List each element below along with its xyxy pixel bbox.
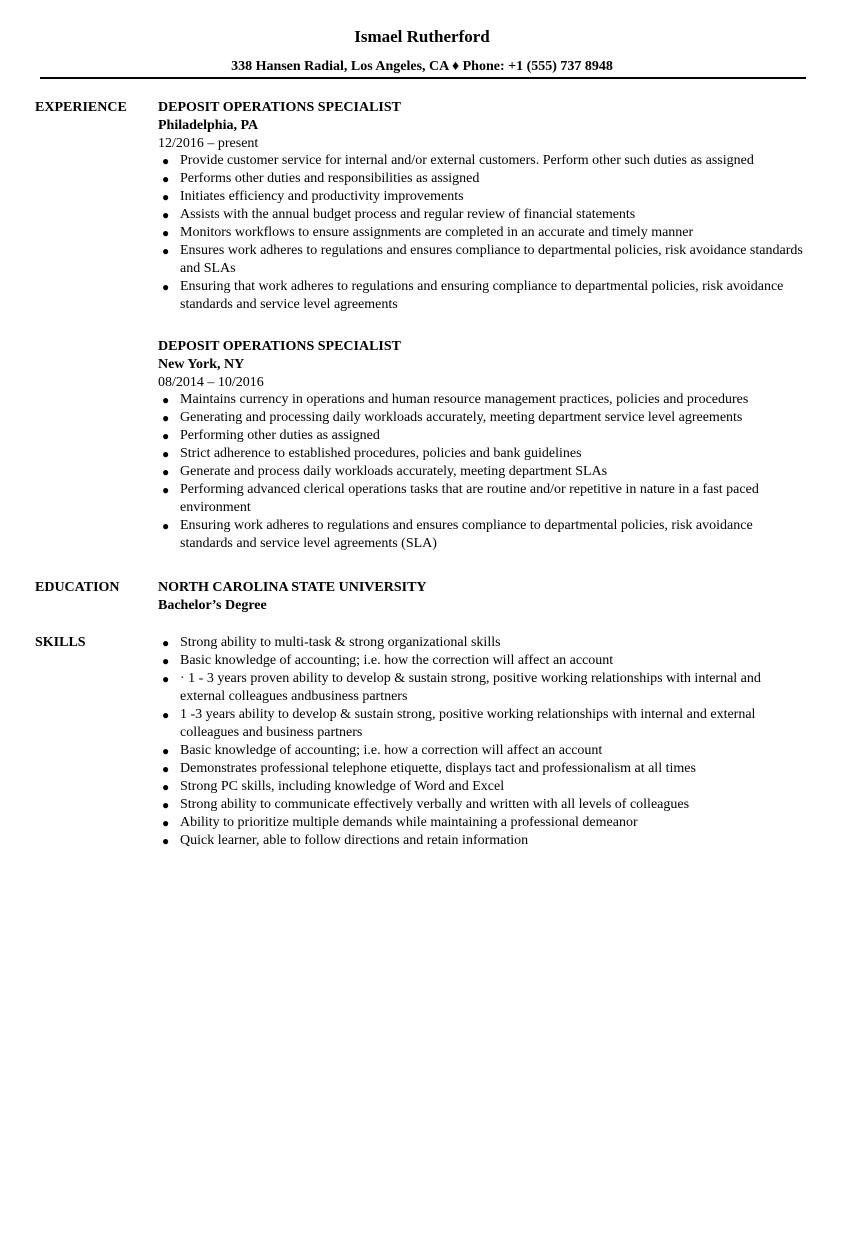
job-entry <box>158 99 808 314</box>
list-item-text: Generate and process daily workloads accurately, meeting department SLAs <box>180 464 608 479</box>
list-item-text: Maintains currency in operations and human resource management practices, policies and procedures <box>180 392 749 407</box>
skills-list <box>158 634 808 850</box>
list-item-text: Generating and processing daily workloads accurately, meeting department service level agreements <box>180 410 743 425</box>
list-item-text: Ensuring that work adheres to regulations and ensuring compliance to departmental policies, risk avoidance standards and service level agreements <box>180 279 784 312</box>
bullet-icon: ● <box>162 780 170 794</box>
list-item-text: Strong ability to communicate effectively verbally and written with all levels of colleagues <box>180 797 690 812</box>
list-item <box>158 778 808 796</box>
list-item-text: Initiates efficiency and productivity improvements <box>180 189 464 204</box>
list-item <box>158 278 808 314</box>
bullet-icon: ● <box>162 208 170 222</box>
bullet-icon: ● <box>162 636 170 650</box>
list-item <box>158 242 808 278</box>
bullet-icon: ● <box>162 483 170 497</box>
list-item <box>158 760 808 778</box>
bullet-icon: ● <box>162 672 170 686</box>
bullet-icon: ● <box>162 280 170 294</box>
job-duties-list <box>158 391 808 553</box>
experience-heading: EXPERIENCE <box>35 100 127 115</box>
list-item <box>158 224 808 242</box>
list-item <box>158 481 808 517</box>
list-item-text: Ensuring work adheres to regulations and ensures compliance to departmental policies, risk avoidance standards and service level agreements (SLA) <box>180 518 753 551</box>
bullet-icon: ● <box>162 190 170 204</box>
job-location: Philadelphia, PA <box>158 118 259 133</box>
list-item-text: Strong ability to multi-task & strong organizational skills <box>180 635 501 650</box>
bullet-icon: ● <box>162 465 170 479</box>
contact-line: 338 Hansen Radial, Los Angeles, CA ♦ Phone: +1 (555) 737 8948 <box>231 59 613 74</box>
skills-heading: SKILLS <box>35 635 86 650</box>
job-dates: 12/2016 – present <box>158 136 259 151</box>
job-title: DEPOSIT OPERATIONS SPECIALIST <box>158 339 401 354</box>
bullet-icon: ● <box>162 411 170 425</box>
list-item <box>158 706 808 742</box>
bullet-icon: ● <box>162 244 170 258</box>
education-heading: EDUCATION <box>35 580 120 595</box>
bullet-icon: ● <box>162 762 170 776</box>
skills-body <box>158 634 808 850</box>
list-item <box>158 670 808 706</box>
job-duties-list <box>158 152 808 314</box>
school-name: NORTH CAROLINA STATE UNIVERSITY <box>158 580 427 595</box>
list-item <box>158 445 808 463</box>
experience-body <box>158 99 808 553</box>
bullet-icon: ● <box>162 172 170 186</box>
header-divider <box>40 77 806 79</box>
bullet-icon: ● <box>162 834 170 848</box>
bullet-icon: ● <box>162 447 170 461</box>
list-item <box>158 152 808 170</box>
list-item-text: Performing advanced clerical operations tasks that are routine and/or repetitive in nature in a fast paced environment <box>180 482 759 515</box>
candidate-name: Ismael Rutherford <box>354 27 490 46</box>
list-item <box>158 652 808 670</box>
list-item-text: Basic knowledge of accounting; i.e. how a correction will affect an account <box>180 743 603 758</box>
list-item-text: · 1 - 3 years proven ability to develop & sustain strong, positive working relationships with internal and external colleagues andbusiness partners <box>180 671 761 704</box>
bullet-icon: ● <box>162 154 170 168</box>
job-location: New York, NY <box>158 357 245 372</box>
list-item-text: Ability to prioritize multiple demands while maintaining a professional demeanor <box>180 815 638 830</box>
job-title: DEPOSIT OPERATIONS SPECIALIST <box>158 100 401 115</box>
education-body <box>158 579 808 615</box>
list-item-text: Provide customer service for internal and/or external customers. Perform other such duties as assigned <box>180 153 754 168</box>
list-item-text: Basic knowledge of accounting; i.e. how the correction will affect an account <box>180 653 614 668</box>
list-item-text: Strict adherence to established procedures, policies and bank guidelines <box>180 446 582 461</box>
list-item <box>158 517 808 553</box>
job-dates: 08/2014 – 10/2016 <box>158 375 264 390</box>
list-item <box>158 170 808 188</box>
list-item <box>158 796 808 814</box>
list-item <box>158 814 808 832</box>
list-item-text: Monitors workflows to ensure assignments are completed in an accurate and timely manner <box>180 225 694 240</box>
list-item <box>158 427 808 445</box>
degree: Bachelor’s Degree <box>158 598 267 613</box>
list-item <box>158 391 808 409</box>
list-item <box>158 634 808 652</box>
bullet-icon: ● <box>162 744 170 758</box>
bullet-icon: ● <box>162 816 170 830</box>
list-item <box>158 206 808 224</box>
list-item-text: Performs other duties and responsibilities as assigned <box>180 171 480 186</box>
list-item-text: Performing other duties as assigned <box>180 428 380 443</box>
list-item-text: 1 -3 years ability to develop & sustain strong, positive working relationships with internal and external colleagues and business partners <box>180 707 756 740</box>
list-item-text: Ensures work adheres to regulations and ensures compliance to departmental policies, risk avoidance standards and SLAs <box>180 243 803 276</box>
list-item <box>158 832 808 850</box>
list-item <box>158 188 808 206</box>
bullet-icon: ● <box>162 519 170 533</box>
bullet-icon: ● <box>162 429 170 443</box>
bullet-icon: ● <box>162 708 170 722</box>
list-item-text: Assists with the annual budget process and regular review of financial statements <box>180 207 636 222</box>
bullet-icon: ● <box>162 226 170 240</box>
list-item <box>158 409 808 427</box>
bullet-icon: ● <box>162 654 170 668</box>
bullet-icon: ● <box>162 798 170 812</box>
list-item <box>158 742 808 760</box>
list-item-text: Demonstrates professional telephone etiquette, displays tact and professionalism at all times <box>180 761 696 776</box>
bullet-icon: ● <box>162 393 170 407</box>
list-item-text: Strong PC skills, including knowledge of Word and Excel <box>180 779 505 794</box>
job-entry <box>158 338 808 553</box>
list-item <box>158 463 808 481</box>
list-item-text: Quick learner, able to follow directions and retain information <box>180 833 529 848</box>
